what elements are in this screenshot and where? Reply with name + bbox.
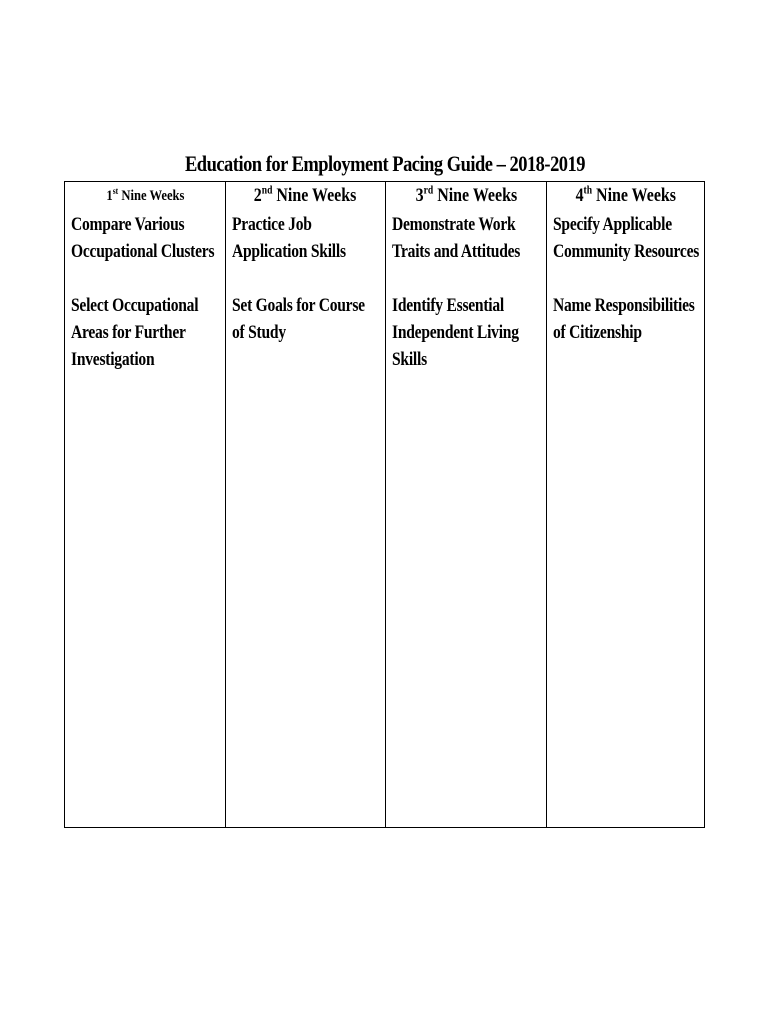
header-label: Nine Weeks bbox=[432, 185, 517, 206]
column-header bbox=[65, 182, 225, 209]
topic-list bbox=[65, 209, 225, 373]
column-third-nine-weeks bbox=[386, 182, 547, 827]
column-header bbox=[386, 182, 546, 209]
page-title: Education for Employment Pacing Guide – 2018-2019 bbox=[184, 151, 586, 176]
column-header bbox=[547, 182, 704, 209]
topic-item: Select Occupational Areas for Further Investigation bbox=[71, 295, 199, 370]
column-fourth-nine-weeks bbox=[547, 182, 704, 827]
header-ordinal: 2 bbox=[254, 185, 263, 206]
column-first-nine-weeks bbox=[65, 182, 226, 827]
header-ordinal: 1 bbox=[105, 188, 113, 204]
header-ordinal-suffix: rd bbox=[423, 184, 433, 197]
topic-list bbox=[547, 209, 704, 346]
header-ordinal-suffix: th bbox=[583, 184, 592, 197]
topic-item: Name Responsibilities of Citizenship bbox=[553, 295, 695, 343]
topic-item: Demonstrate Work Traits and Attitudes bbox=[392, 214, 521, 262]
topic-item: Set Goals for Course of Study bbox=[232, 295, 365, 343]
header-ordinal-suffix: st bbox=[112, 186, 118, 196]
topic-item: Identify Essential Independent Living Skills bbox=[392, 295, 519, 370]
topic-item: Compare Various Occupational Clusters bbox=[71, 214, 215, 262]
header-ordinal: 3 bbox=[415, 185, 424, 206]
header-label: Nine Weeks bbox=[272, 185, 357, 206]
pacing-guide-table bbox=[64, 181, 705, 828]
topic-list bbox=[226, 209, 385, 346]
header-label: Nine Weeks bbox=[591, 185, 676, 206]
column-second-nine-weeks bbox=[226, 182, 386, 827]
header-ordinal: 4 bbox=[575, 185, 584, 206]
topic-list bbox=[386, 209, 546, 373]
topic-item: Practice Job Application Skills bbox=[232, 214, 346, 262]
header-label: Nine Weeks bbox=[117, 188, 185, 204]
header-ordinal-suffix: nd bbox=[262, 184, 273, 197]
topic-item: Specify Applicable Community Resources bbox=[553, 214, 700, 262]
column-header bbox=[226, 182, 385, 209]
